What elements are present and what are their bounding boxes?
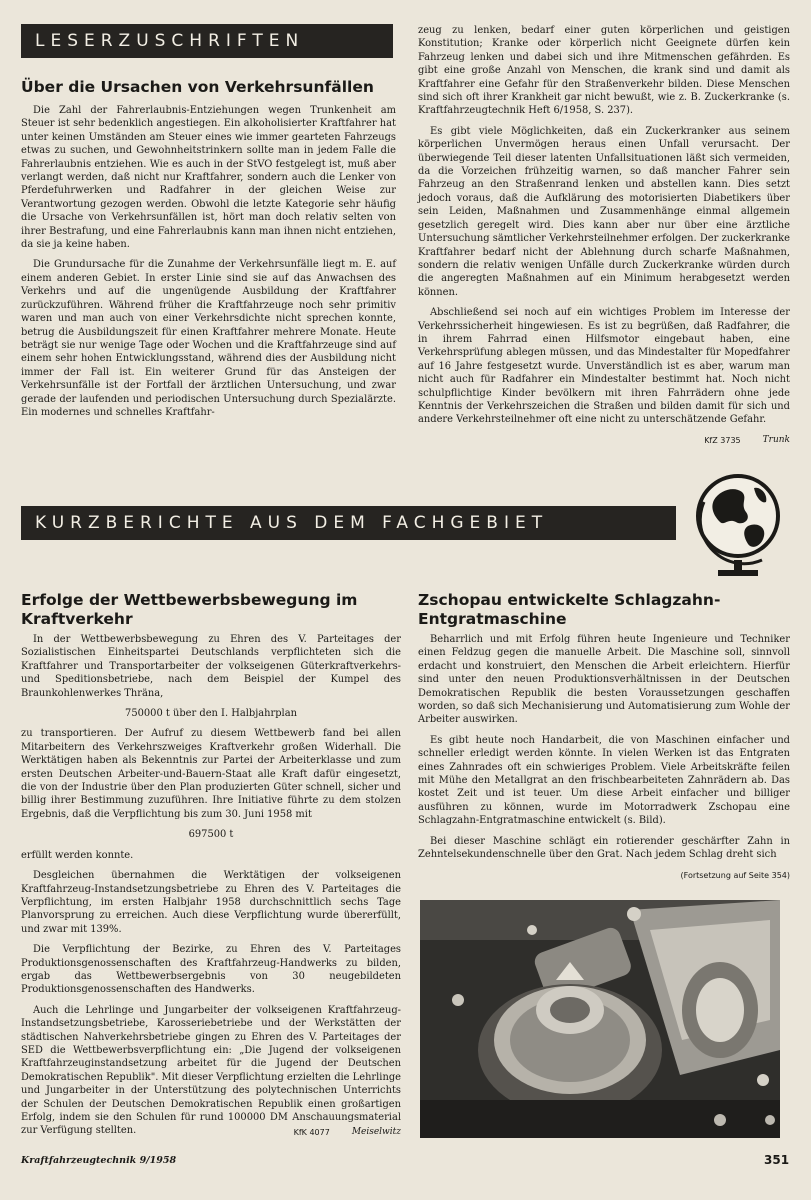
- page-number: 351: [764, 1153, 790, 1167]
- article-code: KfZ 3735: [704, 435, 741, 445]
- continuation-note: (Fortsetzung auf Seite 354): [680, 870, 790, 880]
- paragraph: Die Zahl der Fahrerlaubnis-Entziehungen wegen Trunkenheit am Steuer ist sehr bedenklich angestiegen. Ein alkoholisierter Kraftfahrer hat unter keinen Umständen am Steuer eines wie immer gearteten Fahrzeugs etwas zu suchen, und Gewohnheitstrinkern sollte man in jedem Falle die Fahrerlaubnis entziehen. Wie es auch in der StVO festgelegt ist, muß aber verlangt werden, daß nicht nur Kraftfahrer, sondern auch die Lenker von Pferdefuhrwerken und Radfahrer in der gleichen Weise zur Verantwortung gezogen werden. Obwohl die letzte Kategorie sehr häufig die Ursache von Verkehrsunfällen ist, hört man doch relativ selten von ihrer Bestrafung, und eine Fahrerlaubnis kann man ihnen nicht entziehen, da sie ja keine haben.: [21, 105, 396, 251]
- article-column-left: [21, 633, 401, 1139]
- article-headline: Erfolge der Wettbewerbsbewegung im Kraftverkehr: [21, 591, 358, 628]
- banner-label: KURZBERICHTE AUS DEM FACHGEBIET: [35, 513, 549, 533]
- journal-footer: Kraftfahrzeugtechnik 9/1958: [21, 1155, 177, 1166]
- paragraph: Auch die Lehrlinge und Jungarbeiter der volkseigenen Kraftfahrzeug-Instandsetzungsbetriebe, Karosseriebetriebe und der Werkstätten der städtischen Nahverkehrsbetriebe gingen zu Ehren des V. Parteitages der SED die Wettbewerbsverpflichtung ein: „Die Jugend der volkseigenen Kraftfahrzeuginstandsetzung arbeitet für die Jugend der Deutschen Demokratischen Republik". Mit dieser Verpflichtung erzielten die Lehrlinge und Jungarbeiter in der Unterstützung des polytechnischen Unterrichts der Schulen der Deutschen Demokratischen Republik einen großartigen Erfolg, indem sie den Schulen für rund 100000 DM Anschauungsmaterial zur Verfügung stellten.: [21, 1004, 401, 1137]
- article-signature: [418, 434, 790, 447]
- article-headline: Zschopau entwickelte Schlagzahn-Entgratmaschine: [418, 591, 721, 628]
- article-column-right: [418, 24, 790, 447]
- highlight-figure: 750000 t über den I. Halbjahrplan: [125, 708, 297, 720]
- paragraph: Abschließend sei noch auf ein wichtiges Problem im Interesse der Verkehrssicherheit hingewiesen. Es ist zu begrüßen, daß Radfahrer, die in ihrem Fahrrad einen Hilfsmotor eingebaut haben, eine Verkehrsprüfung ablegen müssen, und das Mindestalter für Mopedfahrer auf 16 Jahre festgesetzt wurde. Unverständlich ist es aber, warum man nicht auch für Radfahrer ein Mindestalter bestimmt hat. Noch nicht schulpflichtige Kinder bevölkern mit ihren Fahrrädern ohne jede Kenntnis der Verkehrszeichen die Straßen und bilden damit für sich und andere Verkehrsteilnehmer oft eine nicht zu unterschätzende Gefahr.: [418, 307, 790, 426]
- machine-photo: [420, 900, 780, 1138]
- paragraph: zu transportieren. Der Aufruf zu diesem Wettbewerb fand bei allen Mitarbeitern des Verkehrszweiges Kraftverkehr großen Widerhall. Die Werktätigen haben als Bekenntnis zur Partei der Arbeiterklasse und zum ersten Deutschen Arbeiter-und-Bauern-Staat alle Kraft dafür eingesetzt, die von der Industrie über den Plan produzierten Güter schnell, sicher und billig ihrer Bestimmung zuzuführen. Ihre Initiative führte zu dem stolzen Ergebnis, daß die Verpflichtung bis zum 30. Juni 1958 mit: [21, 728, 401, 820]
- globe-icon: [690, 464, 790, 584]
- deburring-machine-image: [420, 900, 780, 1138]
- paragraph: Beharrlich und mit Erfolg führen heute Ingenieure und Techniker einen Feldzug gegen die manuelle Arbeit. Die Maschine soll, sinnvoll erdacht und konstruiert, den Menschen die Arbeit erleichtern. Hierfür sind unter den neuen Produktionsverhältnissen in der Deutschen Demokratischen Republik die besten Voraussetzungen geschaffen worden, so daß sich Mechanisierung und Automatisierung zum Wohle der Arbeiter auswirken.: [418, 634, 790, 726]
- section-banner-leserzuschriften: [21, 24, 393, 58]
- section-banner-kurzberichte: [21, 506, 676, 540]
- paragraph: erfüllt werden konnte.: [21, 849, 134, 861]
- highlight-figure: 697500 t: [188, 829, 234, 841]
- article-headline: Über die Ursachen von Verkehrsunfällen: [21, 78, 374, 96]
- article-column-left: [21, 104, 396, 426]
- paragraph: Es gibt heute noch Handarbeit, die von Maschinen einfacher und schneller erledigt werden könnte. In vielen Werken ist das Entgraten eines Zahnrades oft ein schwieriges Problem. Viele Arbeitskräfte feilen mit Mühe den Metallgrat an den frischbearbeiteten Zahnrädern ab. Das kostet Zeit und ist teuer. Um diese Arbeit einfacher und billiger ausführen zu können, wurde im Motorradwerk Zschopau eine Schlagzahn-Entgratmaschine entwickelt (s. Bild).: [418, 734, 790, 827]
- paragraph: zeug zu lenken, bedarf einer guten körperlichen und geistigen Konstitution; Kranke oder körperlich nicht Geeignete dürfen kein Fahrzeug lenken und dabei sich und ihre Mitmenschen gefährden. Es gibt eine große Anzahl von Menschen, die krank sind und damit als Kraftfahrer eine Gefahr für den Straßenverkehr bilden. Diese Menschen sind sich oft ihrer Krankheit gar nicht bewußt, wie z. B. Zuckerkranke (s. Kraftfahrzeugtechnik Heft 6/1958, S. 237).: [418, 25, 790, 117]
- paragraph: Die Grundursache für die Zunahme der Verkehrsunfälle liegt m. E. auf einem anderen Gebiet. In erster Linie sind sie auf das Anwachsen des Verkehrs und auf die ungenügende Ausbildung der Kraftfahrer zurückzuführen. Während früher die Kraftfahrzeuge noch sehr primitiv waren und man auch von einer Verkehrsdichte nicht sprechen konnte, betrug die Ausbildungszeit für einen Kraftfahrer mehrere Monate. Heute beträgt sie nur wenige Tage oder Wochen und die Kraftfahrzeuge sind auf einem sehr hohen Entwicklungsstand, während dies der Ausbildung nicht immer der Fall ist. Ein weiterer Grund für das Ansteigen der Verkehrsunfälle ist der Fortfall der ärztlichen Untersuchung, und zwar gerade der laufenden und periodischen Untersuchung durch Spezialärzte. Ein modernes und schnelles Kraftfahr-: [21, 259, 396, 418]
- article-column-right: [418, 633, 790, 882]
- paragraph: Es gibt viele Möglichkeiten, daß ein Zuckerkranker aus seinem körperlichen Unvermögen heraus einen Unfall verursacht. Der überwiegende Teil dieser latenten Unfallsituationen läßt sich vermeiden, da die Vorzeichen frühzeitig warnen, so daß mancher Fahrer sein Fahrzeug an den Straßenrand lenken und abstellen kann. Dies setzt jedoch voraus, daß die Aufklärung des motorisierten Diabetikers über sein Leiden, Maßnahmen und Zusammenhänge einmal allgemein gesetzlich geregelt wird. Dies kann aber nur über eine ärztliche Untersuchung sämtlicher Verkehrsteilnehmer erfolgen. Der zuckerkranke Kraftfahrer bedarf nicht der Ablehnung durch scharfe Maßnahmen, sondern die relativ wenigen Unfälle durch Zuckerkranke würden durch die angeregten Maßnahmen auf ein Minimum herabgesetzt werden können.: [418, 125, 790, 298]
- article-author: Trunk: [762, 434, 790, 445]
- article-author: Meiselwitz: [351, 1126, 401, 1137]
- paragraph: Desgleichen übernahmen die Werktätigen der volkseigenen Kraftfahrzeug-Instandsetzungsbetriebe zu Ehren des V. Parteitages die Verpflichtung, im ersten Halbjahr 1958 durchschnittlich sechs Tage Planvorsprung zu erreichen. Auch diese Verpflichtung wurde übererfüllt, und zwar mit 139%.: [21, 870, 401, 935]
- paragraph: Bei dieser Maschine schlägt ein rotierender geschärfter Zahn in Zehntelsekundenschnelle über den Grat. Nach jedem Schlag dreht sich: [418, 835, 790, 861]
- banner-label: LESERZUSCHRIFTEN: [35, 31, 305, 51]
- article-code: KfK 4077: [293, 1127, 330, 1137]
- paragraph: Die Verpflichtung der Bezirke, zu Ehren des V. Parteitages Produktionsgenossenschaften des Kraftfahrzeug-Handwerks zu bilden, ergab das Wettbewerbsergebnis von 30 neugebildeten Produktionsgenossenschaften des Handwerks.: [21, 944, 401, 996]
- paragraph: In der Wettbewerbsbewegung zu Ehren des V. Parteitages der Sozialistischen Einheitspartei Deutschlands verpflichteten sich die Kraftfahrer und Transportarbeiter der volkseigenen Güterkraftverkehrs- und Speditionsbetriebe, nach dem Beispiel der Kumpel des Braunkohlenwerkes Thräna,: [21, 634, 401, 699]
